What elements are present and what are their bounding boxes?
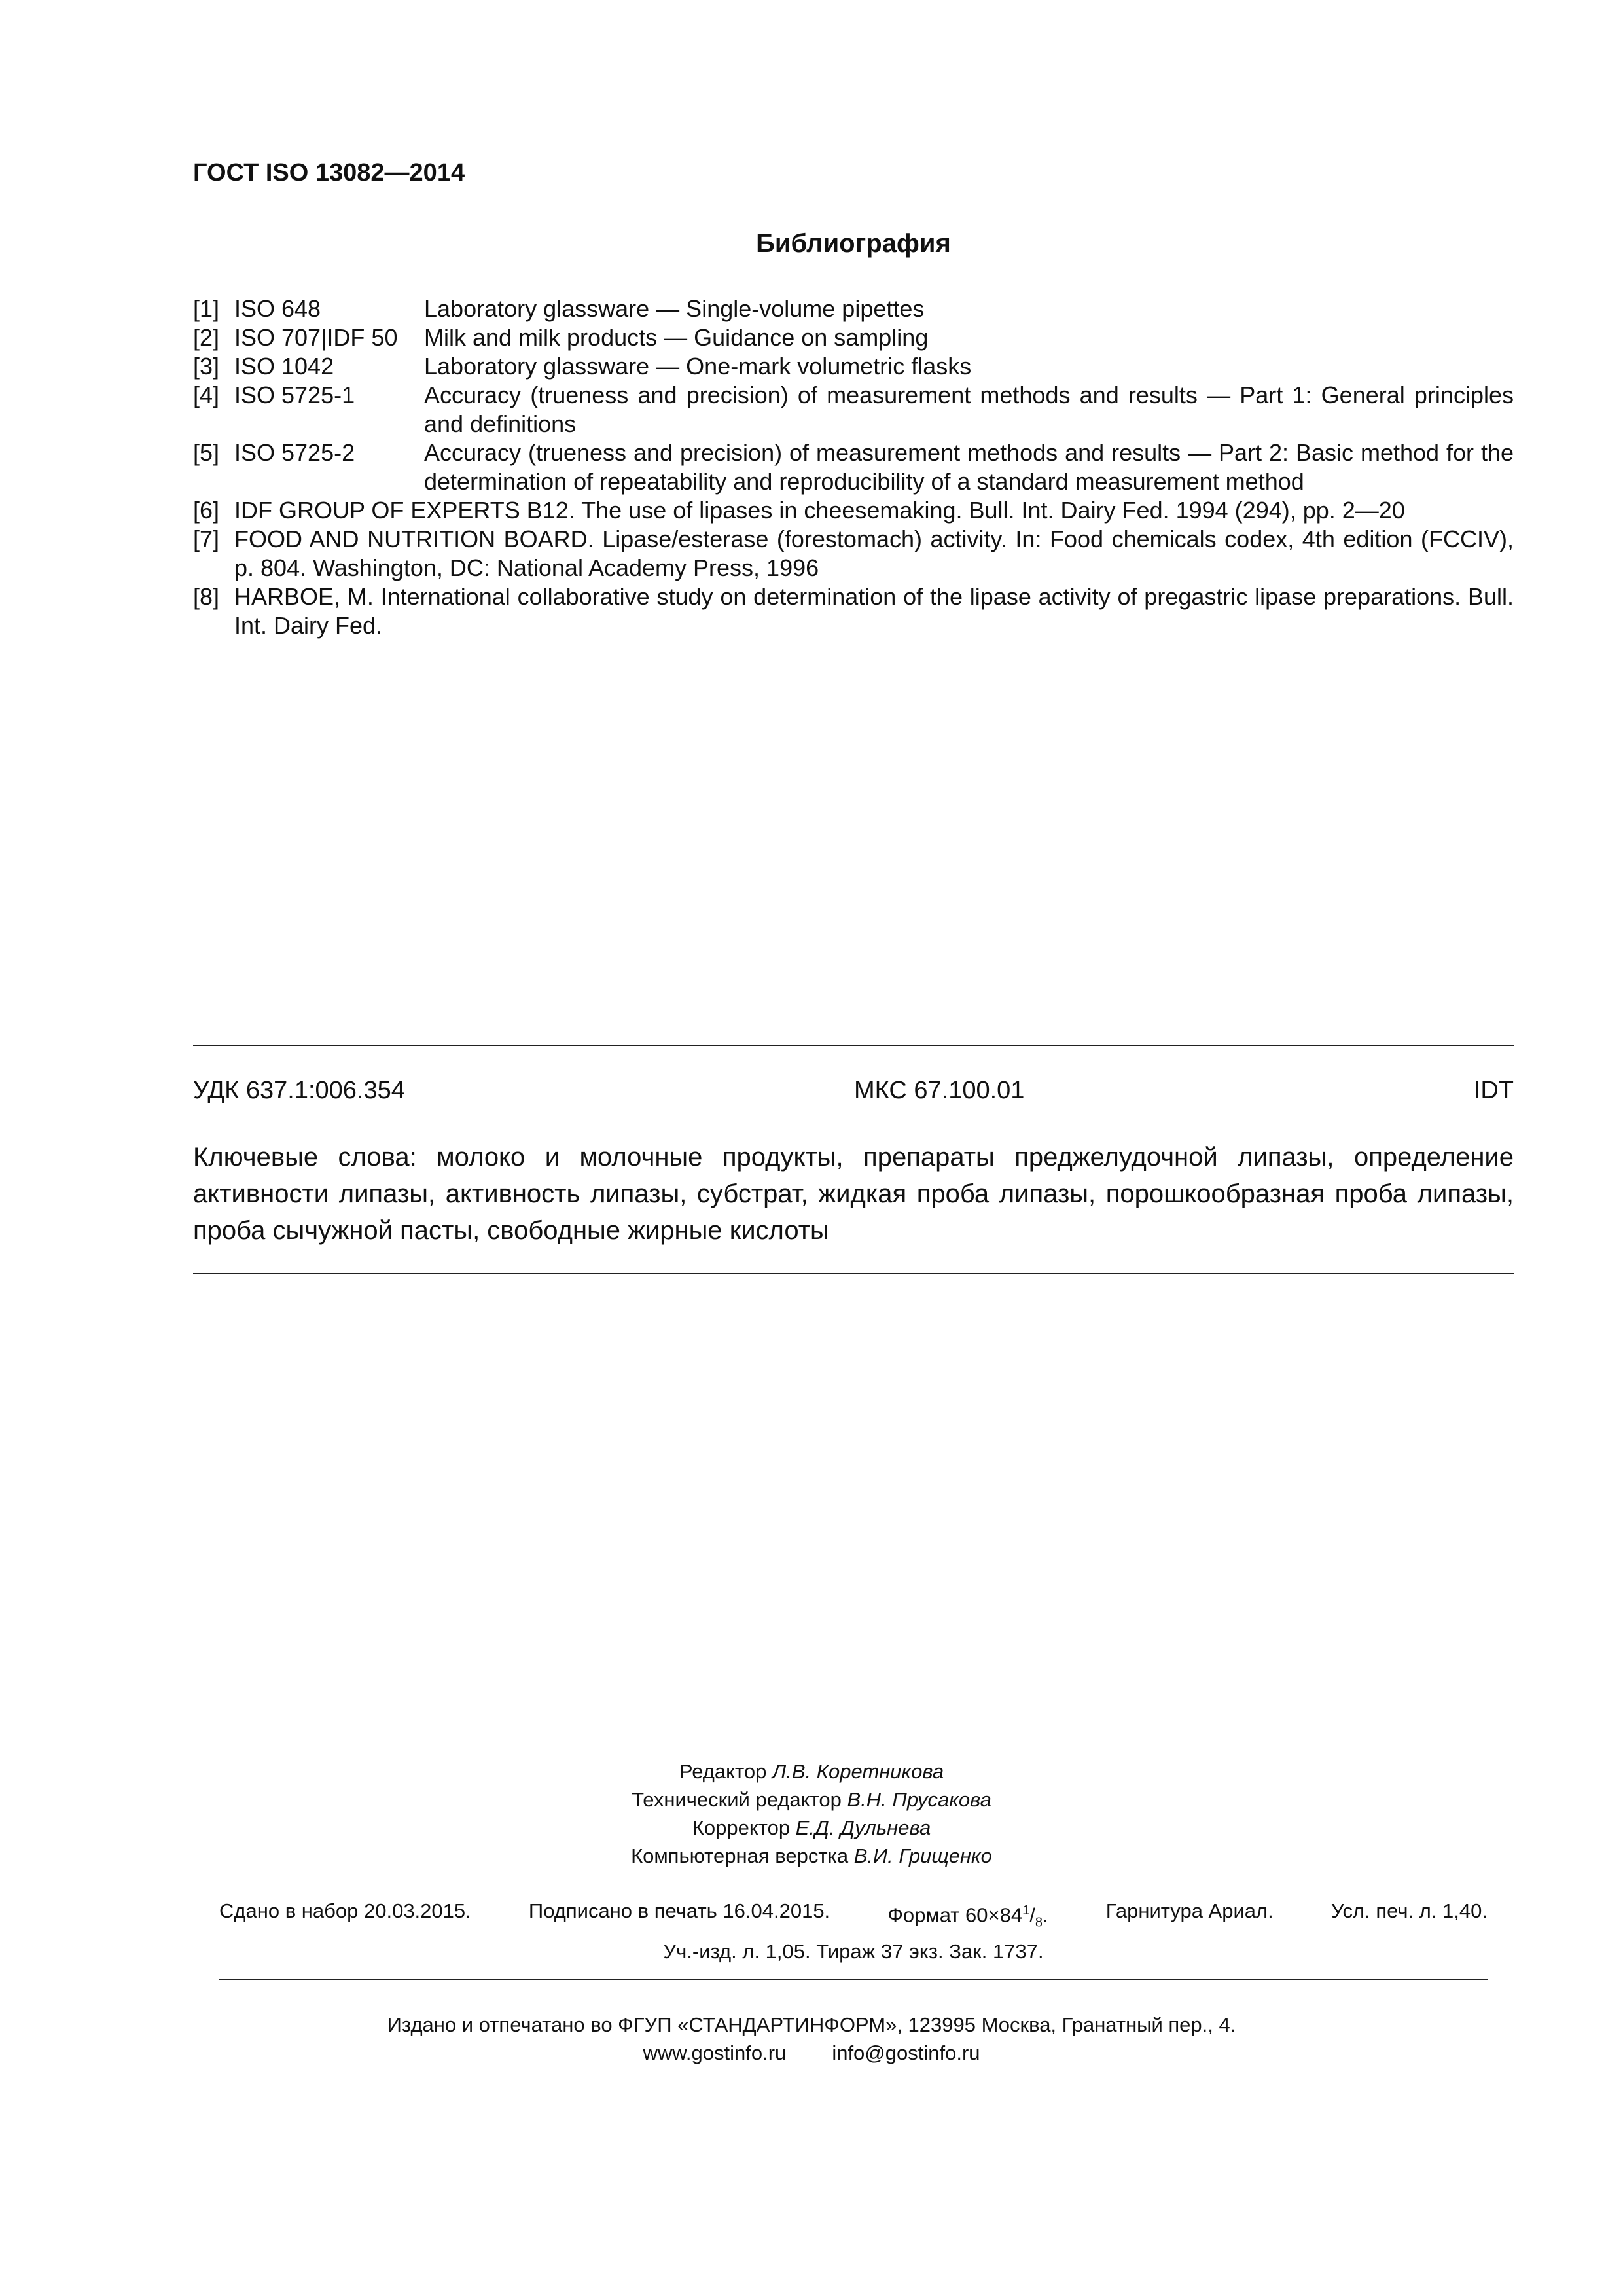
credit-name: Л.В. Коретникова [772, 1760, 944, 1783]
credit-name: В.И. Грищенко [853, 1844, 992, 1867]
paper-format: Формат $60\times 84^1/_8$. [887, 1903, 1048, 1930]
credit-role: Корректор [692, 1816, 791, 1839]
entry-number: [7] [193, 526, 220, 552]
credit-name: Е.Д. Дульнева [795, 1816, 931, 1839]
print-info-line [219, 1897, 1488, 1937]
divider-top [193, 1045, 1514, 1046]
keywords-paragraph: Ключевые слова: молоко и молочные продукты, препараты преджелудочной липазы, определение активности липазы, активность липазы, субстрат, жидкая проба липазы, порошкообразная проба липазы, проба сычужной пасты, свободные жирные кислоты [193, 1143, 1514, 1245]
bibliography-entry [193, 381, 1514, 439]
print-sheets: Усл. печ. л. 1,40. [1330, 1899, 1488, 1922]
credit-line [0, 1842, 1623, 1870]
credit-line [0, 1814, 1623, 1842]
document-code: ГОСТ ISO 13082—2014 [193, 159, 465, 187]
bibliography-list [193, 295, 1514, 640]
bibliography-entry [193, 583, 1514, 640]
website-link[interactable]: www.gostinfo.ru [643, 2041, 787, 2064]
bibliography-entry [193, 496, 1514, 525]
entry-number: [1] [193, 295, 220, 322]
entry-text: Laboratory glassware — One-mark volumetric flasks [424, 353, 972, 380]
entry-text: FOOD AND NUTRITION BOARD. Lipase/esterase (forestomach) activity. In: Food chemicals codex, 4th edition (FCCIV), p. 804. Washington, DC: National Academy Press, 1996 [234, 526, 1514, 581]
entry-text: Laboratory glassware — Single-volume pipettes [424, 295, 925, 322]
email-link[interactable]: info@gostinfo.ru [832, 2041, 980, 2064]
idt-label: IDT [1473, 1077, 1514, 1104]
signed-date: Подписано в печать 16.04.2015. [528, 1899, 830, 1922]
mks-code: МКС 67.100.01 [854, 1077, 1025, 1104]
udk-code: УДК 637.1:006.354 [193, 1077, 405, 1104]
entry-code: ISO 1042 [234, 353, 334, 380]
publisher-block [0, 2011, 1623, 2067]
edition-info: Уч.-изд. л. 1,05. Тираж 37 экз. Зак. 1737. [663, 1939, 1044, 1963]
credits-block [0, 1757, 1623, 1870]
credit-role: Компьютерная верстка [631, 1844, 849, 1867]
entry-text: Accuracy (trueness and precision) of measurement methods and results — Part 2: Basic method for the determination of repeatability and reproducibility of a standard measurement method [424, 439, 1514, 495]
sent-date: Сдано в набор 20.03.2015. [219, 1899, 471, 1922]
bibliography-entry [193, 323, 1514, 352]
entry-text: IDF GROUP OF EXPERTS B12. The use of lipases in cheesemaking. Bull. Int. Dairy Fed. 1994 (294), pp. 2—20 [234, 497, 1405, 524]
contact-line [0, 2039, 1623, 2067]
bibliography-entry [193, 439, 1514, 496]
entry-number: [8] [193, 583, 220, 610]
entry-number: [3] [193, 353, 220, 380]
typeface: Гарнитура Ариал. [1105, 1899, 1274, 1922]
entry-code: ISO 648 [234, 295, 321, 322]
bibliography-entry [193, 525, 1514, 583]
credit-line [0, 1785, 1623, 1814]
divider-bottom [219, 1979, 1488, 1980]
entry-text: HARBOE, M. International collaborative study on determination of the lipase activity of pregastric lipase preparations. Bull. Int. Dairy Fed. [234, 583, 1514, 639]
publisher-line: Издано и отпечатано во ФГУП «СТАНДАРТИНФОРМ», 123995 Москва, Гранатный пер., 4. [387, 2013, 1236, 2036]
divider-middle [193, 1273, 1514, 1274]
credit-role: Редактор [679, 1760, 767, 1783]
bibliography-entry [193, 352, 1514, 381]
entry-code: ISO 707|IDF 50 [234, 324, 398, 351]
print-info [219, 1897, 1488, 1965]
entry-text: Accuracy (trueness and precision) of measurement methods and results — Part 1: General principles and definitions [424, 382, 1514, 437]
entry-code: ISO 5725-2 [234, 439, 355, 466]
bibliography-title: Библиография [756, 229, 951, 258]
credit-role: Технический редактор [632, 1788, 842, 1811]
entry-number: [2] [193, 324, 220, 351]
entry-text: Milk and milk products — Guidance on sampling [424, 324, 929, 351]
credit-name: В.Н. Прусакова [847, 1788, 991, 1811]
entry-number: [5] [193, 439, 220, 466]
entry-number: [6] [193, 497, 220, 524]
bibliography-entry [193, 295, 1514, 323]
entry-code: ISO 5725-1 [234, 382, 355, 408]
entry-number: [4] [193, 382, 220, 408]
credit-line [0, 1757, 1623, 1785]
